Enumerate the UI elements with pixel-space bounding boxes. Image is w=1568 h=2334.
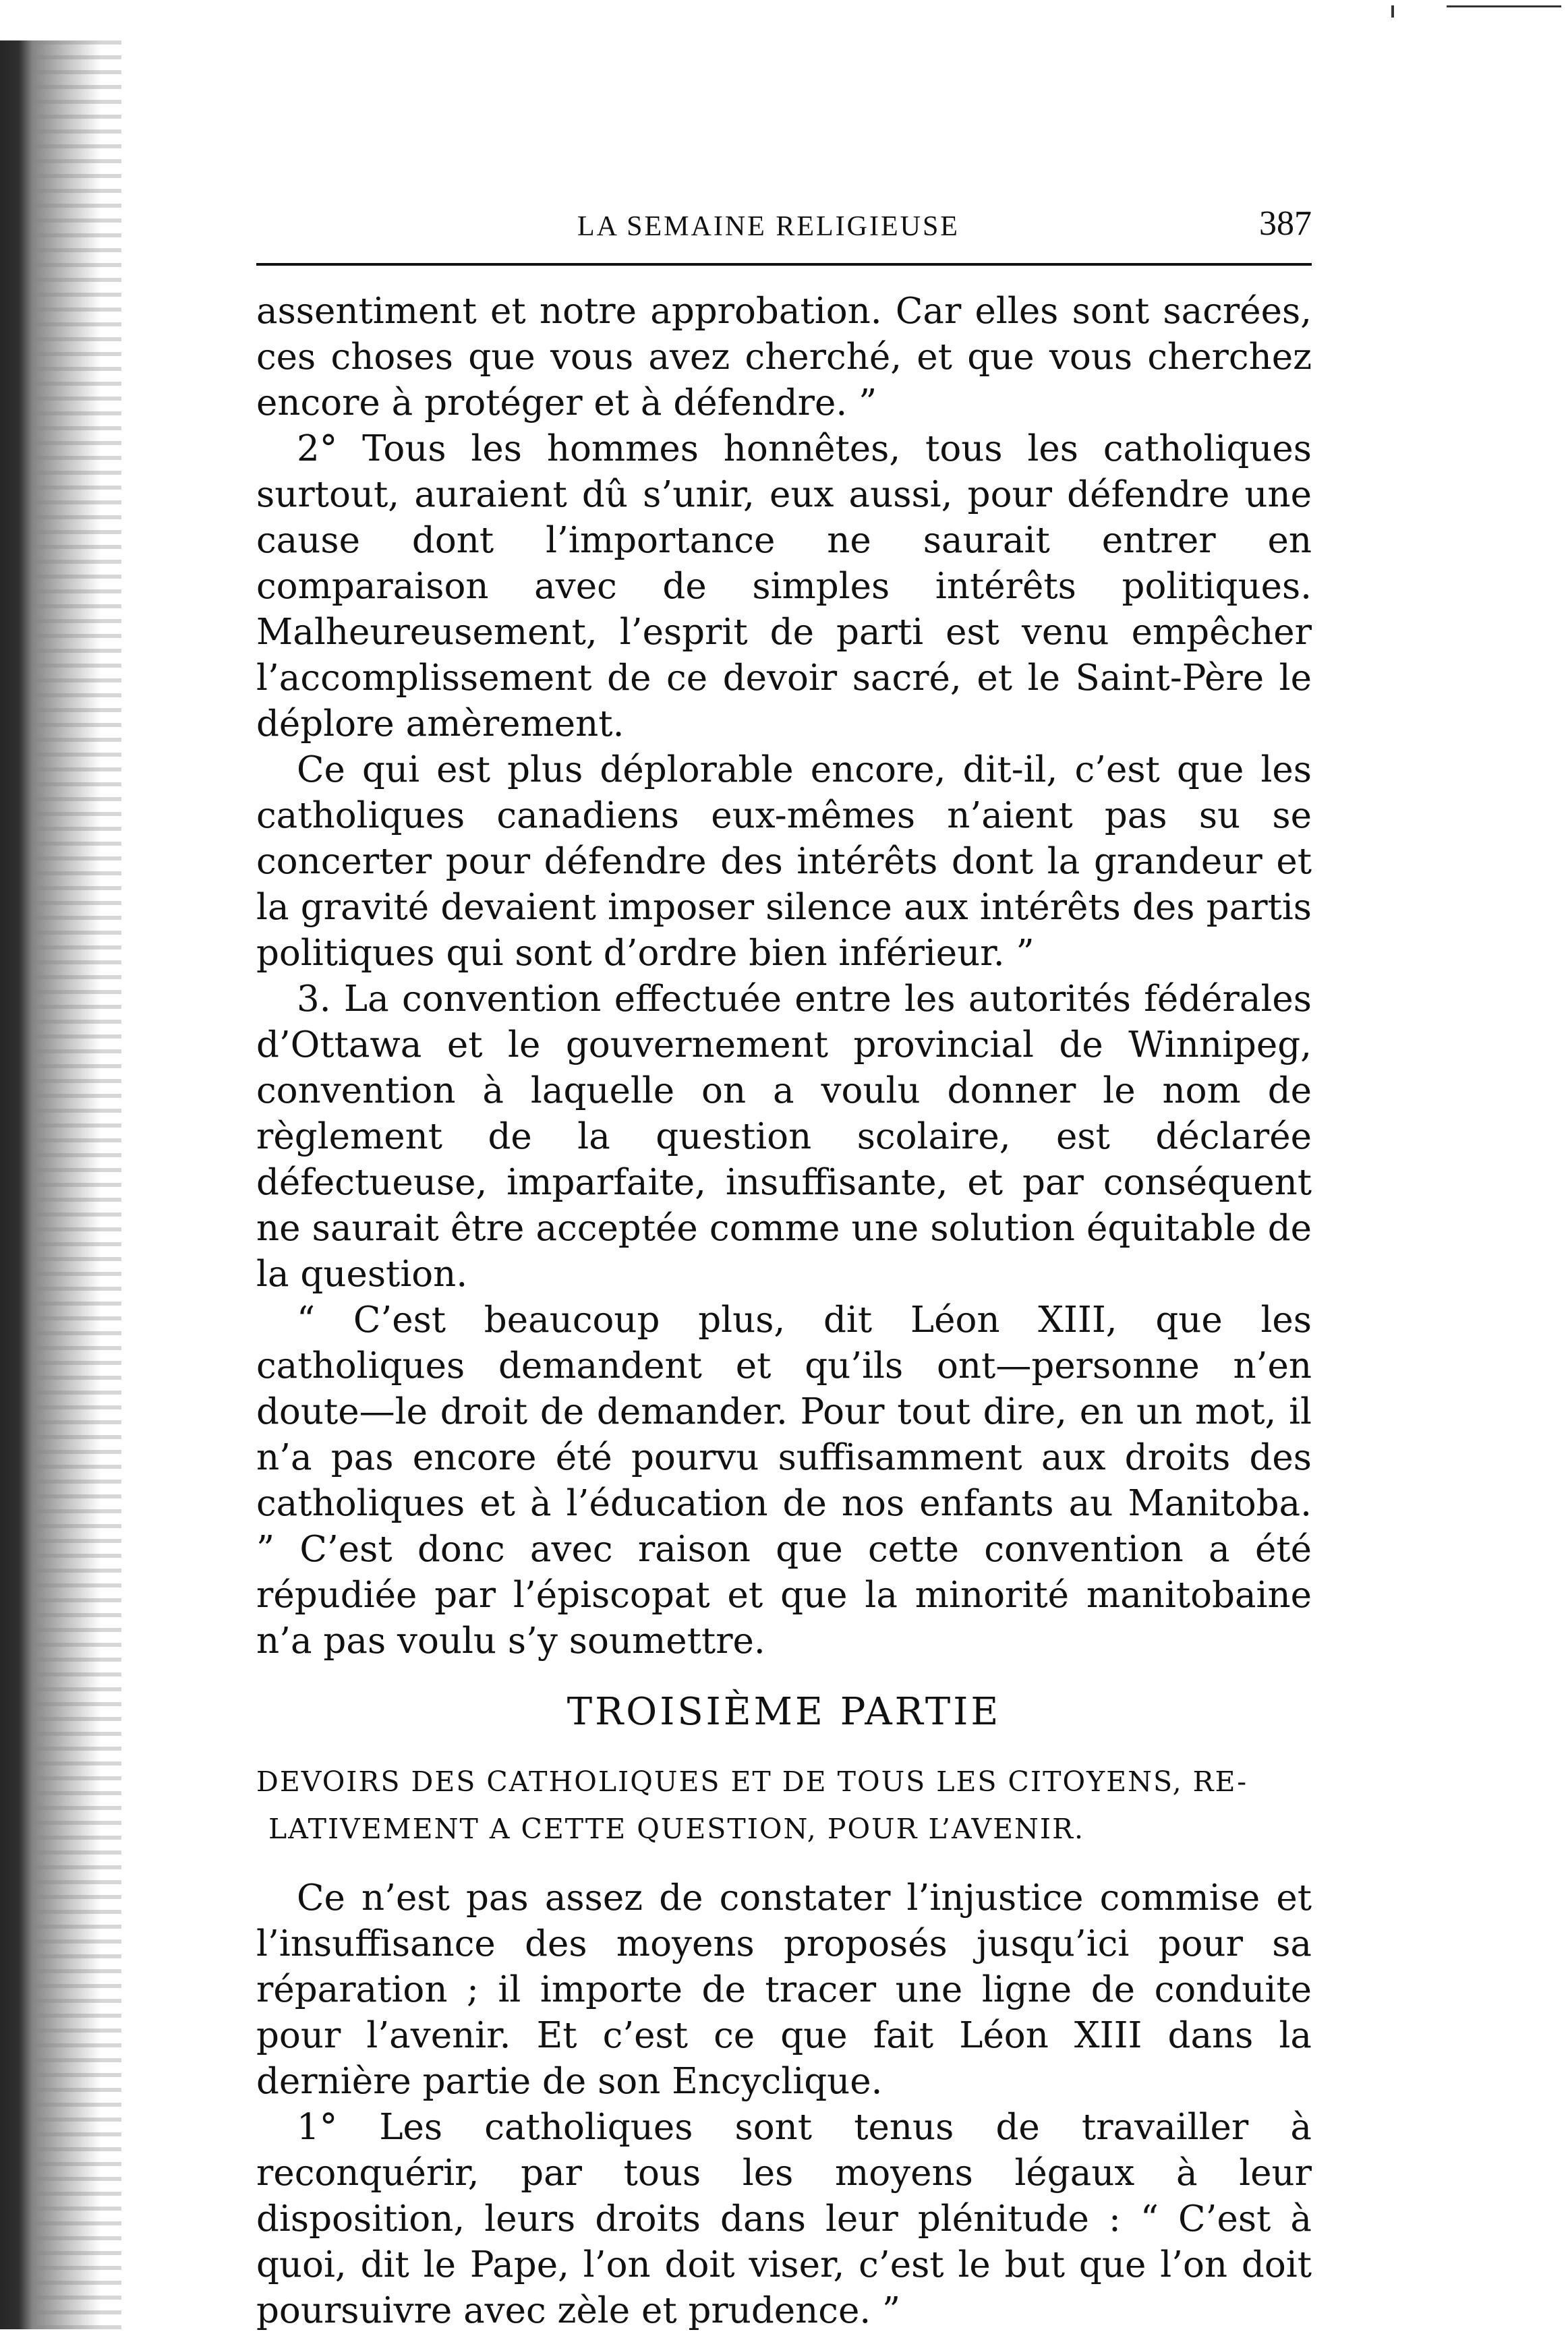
scan-corner-rule	[1447, 5, 1561, 10]
running-head-title: LA SEMAINE RELIGIEUSE	[577, 211, 960, 242]
scan-binding-edge	[0, 40, 121, 2329]
section-subtitle-line-1: DEVOIRS DES CATHOLIQUES ET DE TOUS LES CITOYENS, RE-	[256, 1766, 1248, 1798]
main-text	[256, 289, 1312, 1664]
paragraph-continuation: assentiment et notre approbation. Car elles sont sacrées, ces choses que vous avez cherché, et que vous cherchez encore à protéger et à défendre. ”	[256, 291, 1312, 424]
section-title: TROISIÈME PARTIE	[567, 1690, 1001, 1734]
page-number: 387	[1259, 204, 1312, 243]
section-subtitle-line-2: LATIVEMENT A CETTE QUESTION, POUR L’AVENIR.	[268, 1813, 1085, 1845]
scan-corner-mark	[1391, 5, 1394, 18]
paragraph-point-3: 3. La convention effectuée entre les autorités fédérales d’Ottawa et le gouvernement provincial de Winnipeg, convention à laquelle on a voulu donner le nom de règlement de la question scolaire, est déclarée défectueuse, imparfaite, insuffisante, et par conséquent ne saurait être acceptée comme une solution équitable de la question.	[256, 979, 1312, 1295]
section-subtitle	[256, 1758, 1312, 1852]
paragraph-point-2: 2° Tous les hommes honnêtes, tous les catholiques surtout, auraient dû s’unir, eux aussi, pour défendre une cause dont l’importance ne saurait entrer en comparaison avec de simples intérêts politiques. Malheureusement, l’esprit de parti est venu empêcher l’accomplissement de ce devoir sacré, et le Saint-Père le déplore amèrement.	[256, 428, 1312, 745]
paragraph-point-1: 1° Les catholiques sont tenus de travailler à reconquérir, par tous les moyens légaux à leur disposition, leurs droits dans leur plénitude : “ C’est à quoi, dit le Pape, l’on doit viser, c’est le but que l’on doit poursuivre avec zèle et prudence. ”	[256, 2107, 1312, 2331]
running-head	[256, 202, 1312, 266]
paragraph-leon-xiii-quote: “ C’est beaucoup plus, dit Léon XIII, que les catholiques demandent et qu’ils ont—personne n’en doute—le droit de demander. Pour tout dire, en un mot, il n’a pas encore été pourvu suffisamment aux droits des catholiques et à l’éducation de nos enfants au Manitoba. ” C’est donc avec raison que cette convention a été répudiée par l’épiscopat et que la minorité manitobaine n’a pas voulu s’y soumettre.	[256, 1300, 1312, 1662]
book-page	[256, 202, 1312, 2334]
paragraph-deplorable: Ce qui est plus déplorable encore, dit-il, c’est que les catholiques canadiens eux-mêmes n’aient pas su se concerter pour défendre des intérêts dont la grandeur et la gravité devaient imposer silence aux intérêts des partis politiques qui sont d’ordre bien inférieur. ”	[256, 749, 1312, 974]
paragraph-future-conduct: Ce n’est pas assez de constater l’injustice commise et l’insuffisance des moyens proposés jusqu’ici pour sa réparation ; il importe de tracer une ligne de conduite pour l’avenir. Et c’est ce que fait Léon XIII dans la dernière partie de son Encyclique.	[256, 1877, 1312, 2102]
section-text	[256, 1875, 1312, 2334]
